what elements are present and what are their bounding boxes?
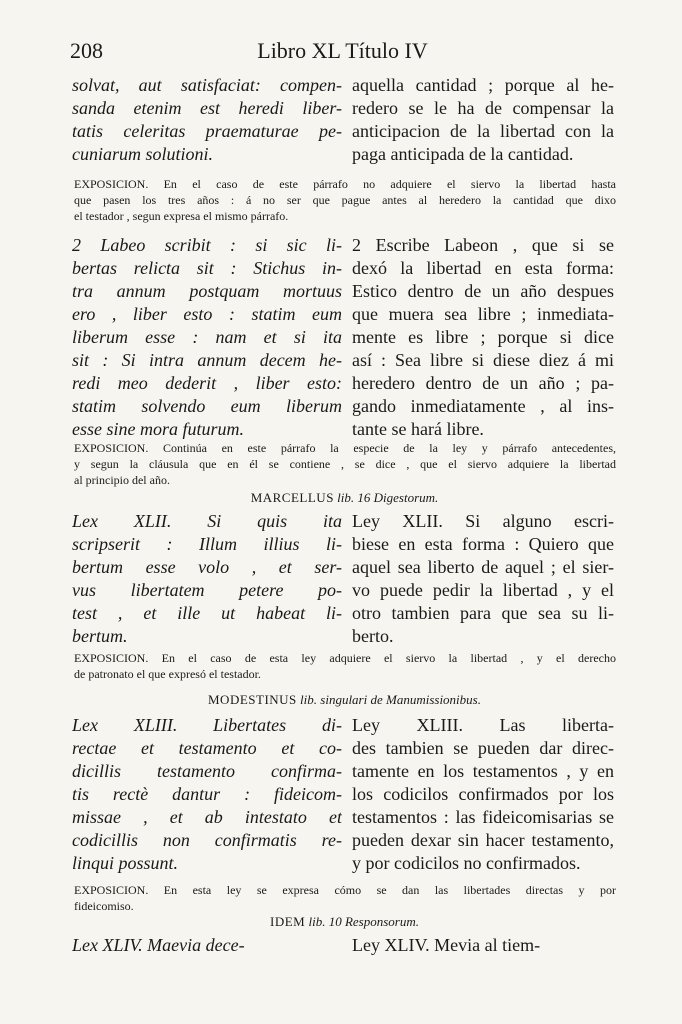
latin-line: Lex XLIV. Maevia dece- [72, 935, 245, 955]
latin-line: linqui possunt. [72, 853, 179, 873]
latin-line: solvat, aut satisfaciat: compen- [72, 75, 342, 95]
latin-line: ero , liber esto : statim eum [72, 304, 342, 324]
latin-line: test , et ille ut habeat li- [72, 603, 342, 623]
attribution-reference: lib. 10 Responsorum. [308, 914, 419, 929]
latin-line: vus libertatem petere po- [72, 580, 342, 600]
latin-column-lex43 [72, 714, 342, 875]
exposicion-line: EXPOSICION. En esta ley se expresa cómo se dan las libertades directas y por [74, 883, 616, 897]
spanish-line: tante se hará libre. [352, 419, 484, 439]
spanish-line: paga anticipada de la cantidad. [352, 144, 574, 164]
spanish-line: tamente en los testamentos , y en [352, 761, 614, 781]
latin-line: sit : Si intra annum decem he- [72, 350, 342, 370]
spanish-line: heredero dentro de un año ; pa- [352, 373, 614, 393]
spanish-line: aquella cantidad ; porque al he- [352, 75, 614, 95]
attribution-author: MARCELLUS [250, 490, 334, 505]
exposicion-1 [74, 176, 616, 224]
exposicion-line: que pasen los tres años : á no ser que pague antes al heredero la cantidad que dixo [74, 193, 616, 207]
spanish-line: Ley XLIV. Mevia al tiem- [352, 935, 541, 955]
spanish-line: anticipacion de la libertad con la [352, 121, 614, 141]
latin-line: Lex XLIII. Libertates di- [72, 715, 342, 735]
spanish-line: los codicilos confirmados por los [352, 784, 614, 804]
exposicion-line: el testador , segun expresa el mismo párrafo. [74, 209, 289, 223]
exposicion-line: EXPOSICION. En el caso de este párrafo no adquiere el siervo la libertad hasta [74, 177, 616, 191]
latin-line: cuniarum solutioni. [72, 144, 214, 164]
latin-line: dicillis testamento confirma- [72, 761, 342, 781]
latin-line: bertas relicta sit : Stichus in- [72, 258, 342, 278]
latin-line: missae , et ab intestato et [72, 807, 342, 827]
spanish-line: así : Sea libre si diese diez á mi [352, 350, 614, 370]
latin-line: esse sine mora futurum. [72, 419, 244, 439]
spanish-line: mente es libre ; porque si dice [352, 327, 614, 347]
latin-line: scripserit : Illum illius li- [72, 534, 342, 554]
exposicion-lex43 [74, 882, 616, 914]
spanish-line: redero se le ha de compensar la [352, 98, 614, 118]
exposicion-line: EXPOSICION. Continúa en este párrafo la especie de la ley y párrafo antecedentes, [74, 441, 616, 455]
exposicion-line: EXPOSICION. En el caso de esta ley adquiere el siervo la libertad , y el derecho [74, 651, 616, 665]
page-number: 208 [70, 38, 103, 63]
attribution-reference: lib. 16 Digestorum. [337, 490, 439, 505]
exposicion-line: y segun la cláusula que en él se contiene , se dice , que el siervo adquiere la libertad [74, 457, 616, 471]
spanish-line: que muera sea libre ; inmediata- [352, 304, 614, 324]
attribution-idem [72, 914, 617, 930]
spanish-column-1 [352, 74, 614, 166]
spanish-line: Ley XLIII. Las liberta- [352, 715, 614, 735]
latin-line: tra annum postquam mortuus [72, 281, 342, 301]
spanish-line: dexó la libertad en esta forma: [352, 258, 614, 278]
spanish-line: y por codicilos no confirmados. [352, 853, 581, 873]
spanish-line: pueden dexar sin hacer testamento, [352, 830, 614, 850]
latin-line: tis rectè dantur : fideicom- [72, 784, 342, 804]
latin-line: Lex XLII. Si quis ita [72, 511, 342, 531]
latin-line: liberum esse : nam et si ita [72, 327, 342, 347]
spanish-line: vo puede pedir la libertad , y el [352, 580, 614, 600]
spanish-column-2 [352, 234, 614, 441]
latin-line: rectae et testamento et co- [72, 738, 342, 758]
latin-line: sanda etenim est heredi liber- [72, 98, 342, 118]
latin-line: statim solvendo eum liberum [72, 396, 342, 416]
latin-line: bertum. [72, 626, 128, 646]
latin-line: redi meo dederit , liber esto: [72, 373, 342, 393]
latin-column-1 [72, 74, 342, 166]
exposicion-line: de patronato el que expresó el testador. [74, 667, 261, 681]
spanish-line: 2 Escribe Labeon , que si se [352, 235, 614, 255]
latin-line: tatis celeritas praematurae pe- [72, 121, 342, 141]
attribution-author: IDEM [270, 914, 306, 929]
spanish-line: otro tambien para que sea su li- [352, 603, 614, 623]
spanish-column-lex44 [352, 934, 614, 957]
exposicion-2 [74, 440, 616, 488]
attribution-author: MODESTINUS [208, 692, 297, 707]
attribution-modestinus [72, 692, 617, 708]
running-header [70, 38, 615, 68]
spanish-column-lex42 [352, 510, 614, 648]
attribution-marcellus [72, 490, 617, 506]
exposicion-line: al principio del año. [74, 473, 170, 487]
latin-column-2 [72, 234, 342, 441]
latin-column-lex44 [72, 934, 342, 957]
spanish-line: aquel sea liberto de aquel ; el sier- [352, 557, 614, 577]
running-title: Libro XL Título IV [257, 38, 428, 63]
spanish-line: berto. [352, 626, 394, 646]
spanish-line: Estico dentro de un año despues [352, 281, 614, 301]
latin-line: 2 Labeo scribit : si sic li- [72, 235, 342, 255]
latin-line: codicillis non confirmatis re- [72, 830, 342, 850]
latin-column-lex42 [72, 510, 342, 648]
spanish-column-lex43 [352, 714, 614, 875]
spanish-line: Ley XLII. Si alguno escri- [352, 511, 614, 531]
latin-line: bertum esse volo , et ser- [72, 557, 342, 577]
attribution-reference: lib. singulari de Manumissionibus. [300, 692, 481, 707]
exposicion-line: fideicomiso. [74, 899, 134, 913]
spanish-line: des tambien se pueden dar direc- [352, 738, 614, 758]
spanish-line: biese en esta forma : Quiero que [352, 534, 614, 554]
spanish-line: testamentos : las fideicomisarias se [352, 807, 614, 827]
exposicion-lex42 [74, 650, 616, 682]
spanish-line: gando inmediatamente , al ins- [352, 396, 614, 416]
